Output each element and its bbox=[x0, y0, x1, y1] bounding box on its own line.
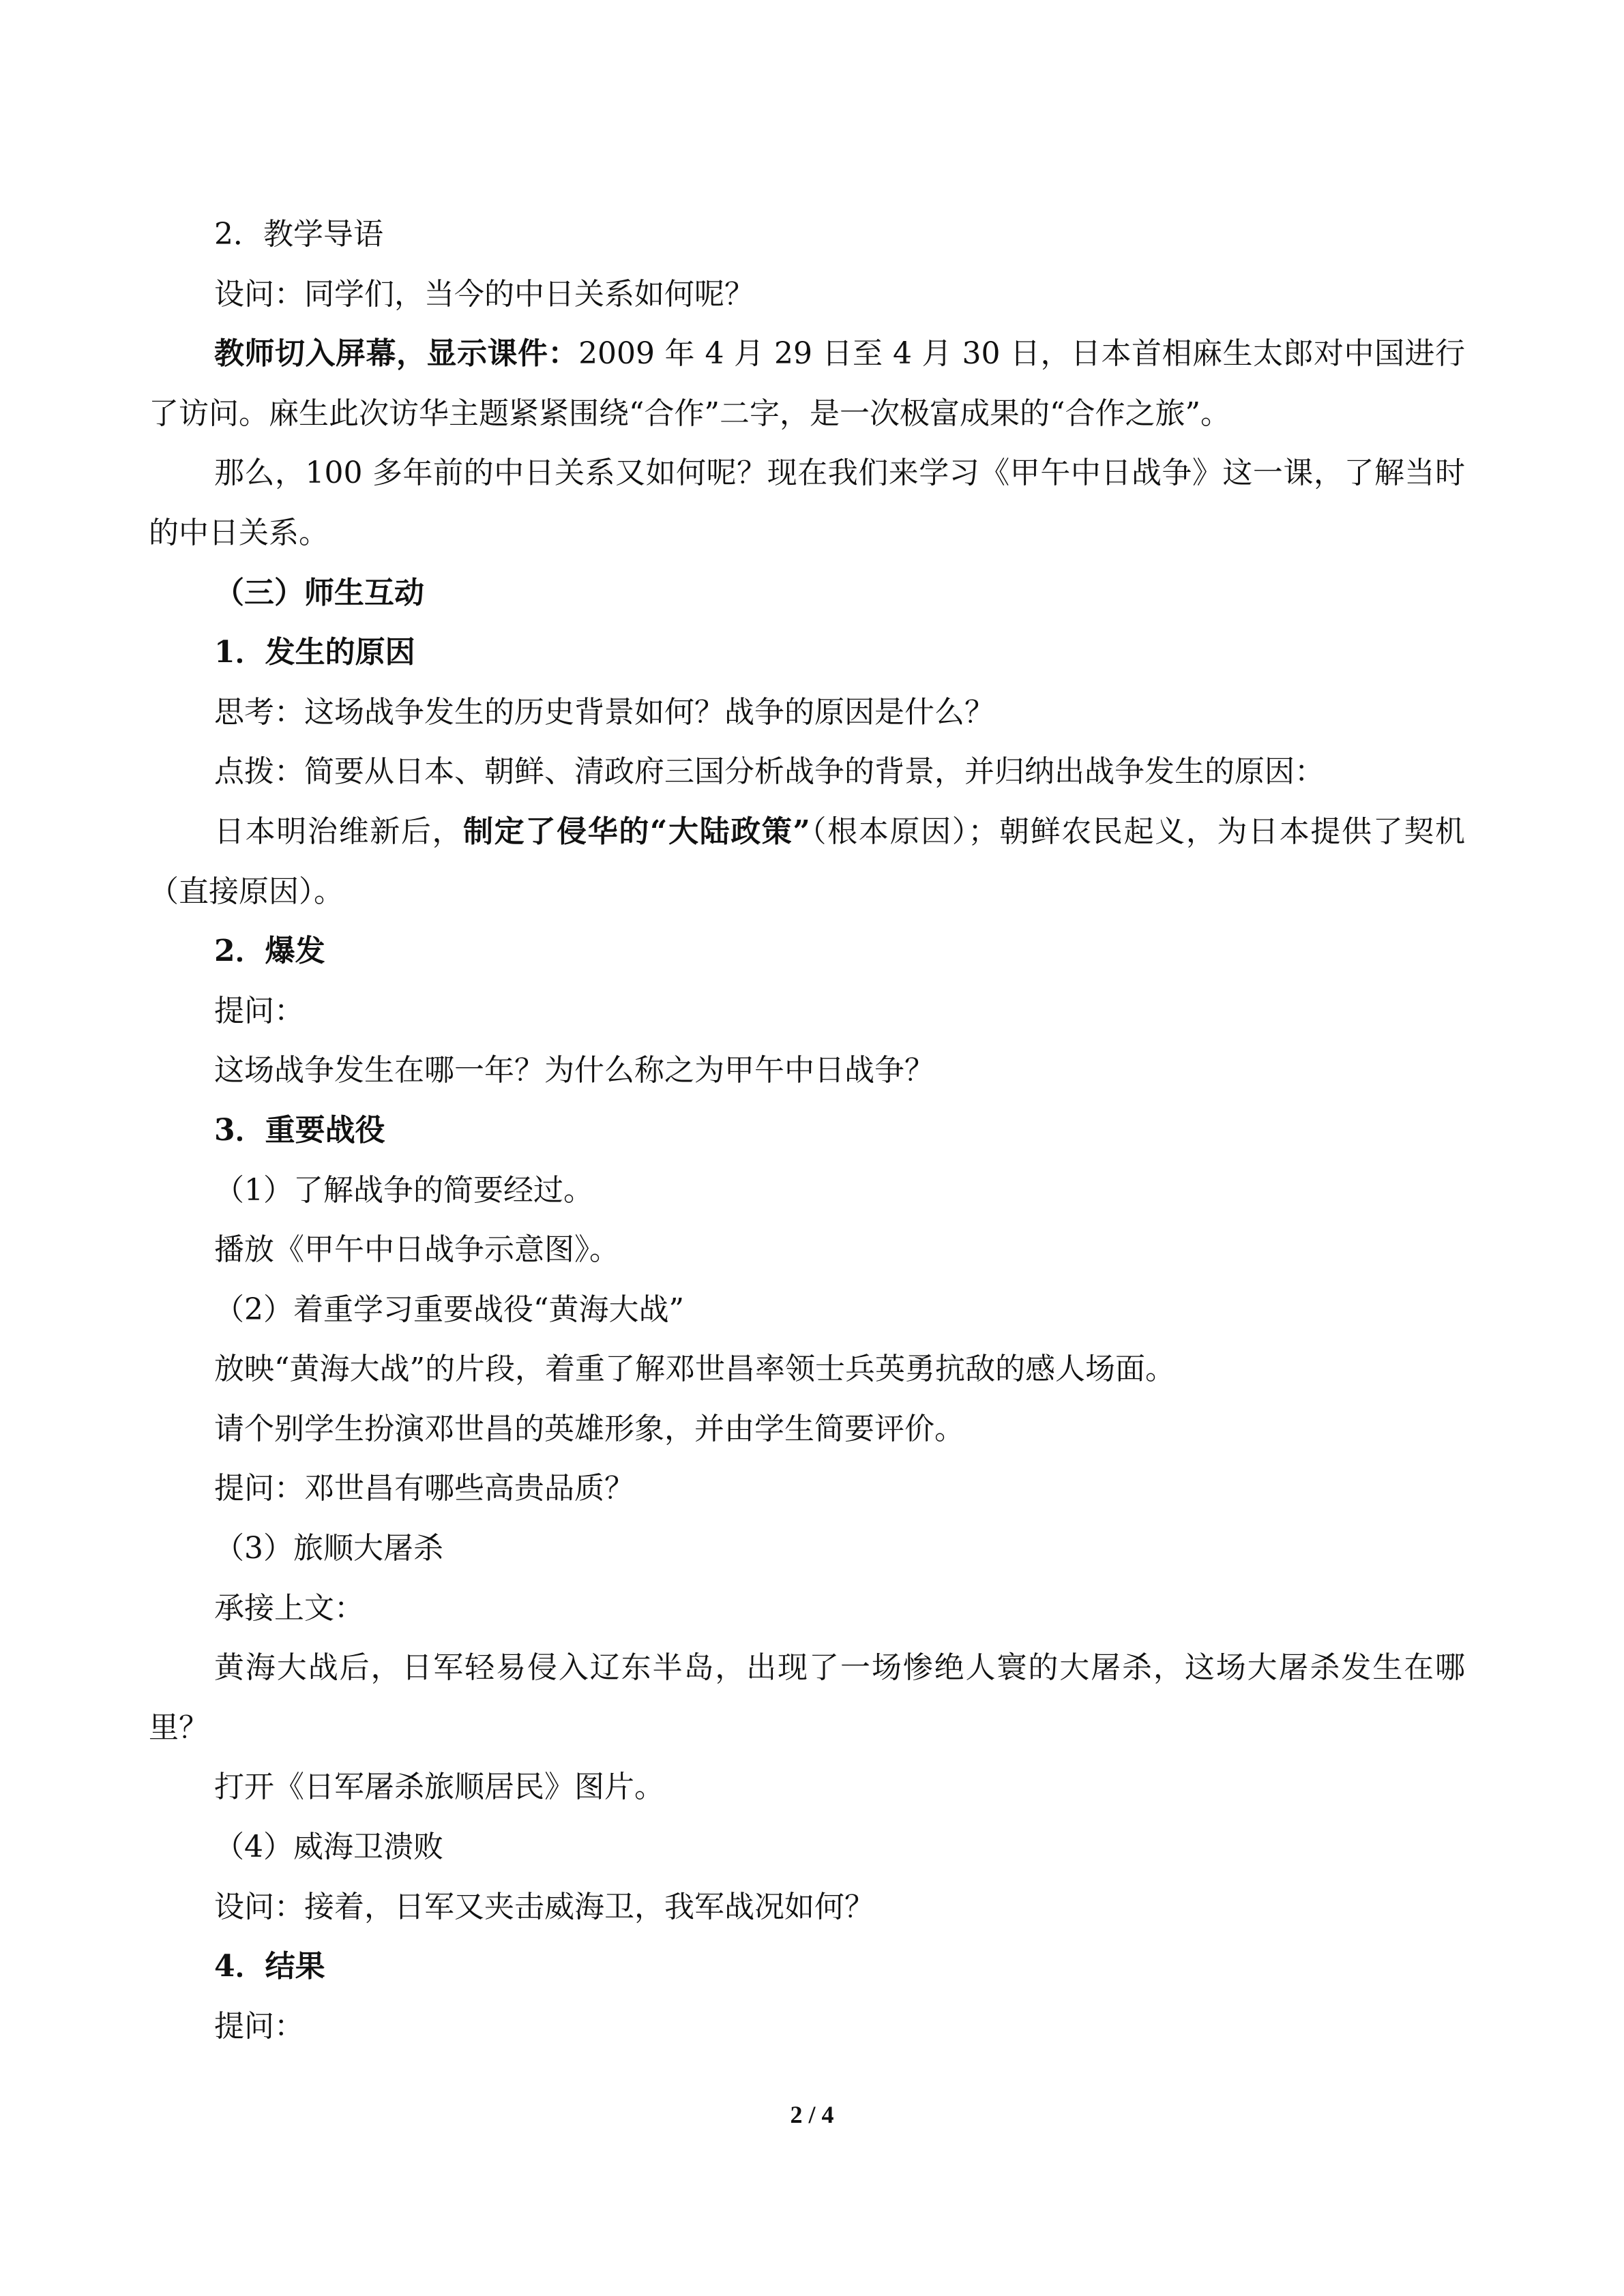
paragraph: 请个别学生扮演邓世昌的英雄形象，并由学生简要评价。 bbox=[214, 1411, 964, 1446]
subheading-battles: 3．重要战役 bbox=[214, 1112, 385, 1148]
paragraph: 放映“黄海大战”的片段，着重了解邓世昌率领士兵英勇抗敌的感人场面。 bbox=[214, 1352, 1175, 1387]
paragraph: 提问： bbox=[214, 2008, 304, 2044]
paragraph: 播放《甲午中日战争示意图》。 bbox=[214, 1232, 619, 1268]
paragraph: 那么，100 多年前的中日关系又如何呢？现在我们来学习《甲午中日战争》这一课，了解当时的中日关系。 bbox=[149, 456, 1465, 550]
paragraph: 提问：邓世昌有哪些高贵品质？ bbox=[214, 1471, 634, 1506]
bold-text: 制定了侵华的“大陆政策” bbox=[463, 814, 810, 849]
paragraph: 黄海大战后，日军轻易侵入辽东半岛，出现了一场惨绝人寰的大屠杀，这场大屠杀发生在哪里？ bbox=[149, 1650, 1465, 1745]
list-item: （4）威海卫溃败 bbox=[214, 1830, 443, 1865]
paragraph bbox=[149, 324, 1465, 443]
paragraph: 思考：这场战争发生的历史背景如何？战争的原因是什么？ bbox=[214, 694, 994, 730]
list-item: （3）旅顺大屠杀 bbox=[214, 1531, 443, 1566]
list-item: （1）了解战争的简要经过。 bbox=[214, 1172, 593, 1208]
subheading-causes: 1．发生的原因 bbox=[214, 635, 415, 670]
paragraph bbox=[149, 802, 1465, 921]
subheading-outbreak: 2．爆发 bbox=[214, 934, 325, 969]
document-body bbox=[149, 205, 1465, 2056]
paragraph: 打开《日军屠杀旅顺居民》图片。 bbox=[214, 1770, 664, 1805]
paragraph: 提问： bbox=[214, 993, 304, 1028]
bold-text: 教师切入屏幕，显示课件： bbox=[214, 336, 579, 372]
section-heading: （三）师生互动 bbox=[214, 575, 424, 610]
subheading-teaching-intro: 2．教学导语 bbox=[214, 217, 383, 252]
paragraph-text: 日本明治维新后， bbox=[214, 814, 464, 849]
paragraph-text: 2009 年 4 月 29 日至 4 月 30 日，日本首相麻生太郎对中国进行了访问。麻生此次访华主题紧紧围绕“合作”二字，是一次极富成果的“合作之旅”。 bbox=[149, 336, 1465, 431]
list-item: （2）着重学习重要战役“黄海大战” bbox=[214, 1292, 684, 1327]
paragraph: 设问：同学们，当今的中日关系如何呢？ bbox=[214, 276, 754, 312]
subheading-result: 4．结果 bbox=[214, 1949, 325, 1984]
paragraph: 这场战争发生在哪一年？为什么称之为甲午中日战争？ bbox=[214, 1053, 934, 1088]
paragraph: 点拨：简要从日本、朝鲜、清政府三国分析战争的背景，并归纳出战争发生的原因： bbox=[214, 754, 1325, 790]
paragraph-text: （根本原因）；朝鲜农民起义，为日本提供了契机（直接原因）。 bbox=[149, 814, 1466, 909]
page-number: 2 / 4 bbox=[790, 2101, 834, 2128]
paragraph: 承接上文： bbox=[214, 1590, 364, 1626]
paragraph: 设问：接着，日军又夹击威海卫，我军战况如何？ bbox=[214, 1889, 874, 1924]
